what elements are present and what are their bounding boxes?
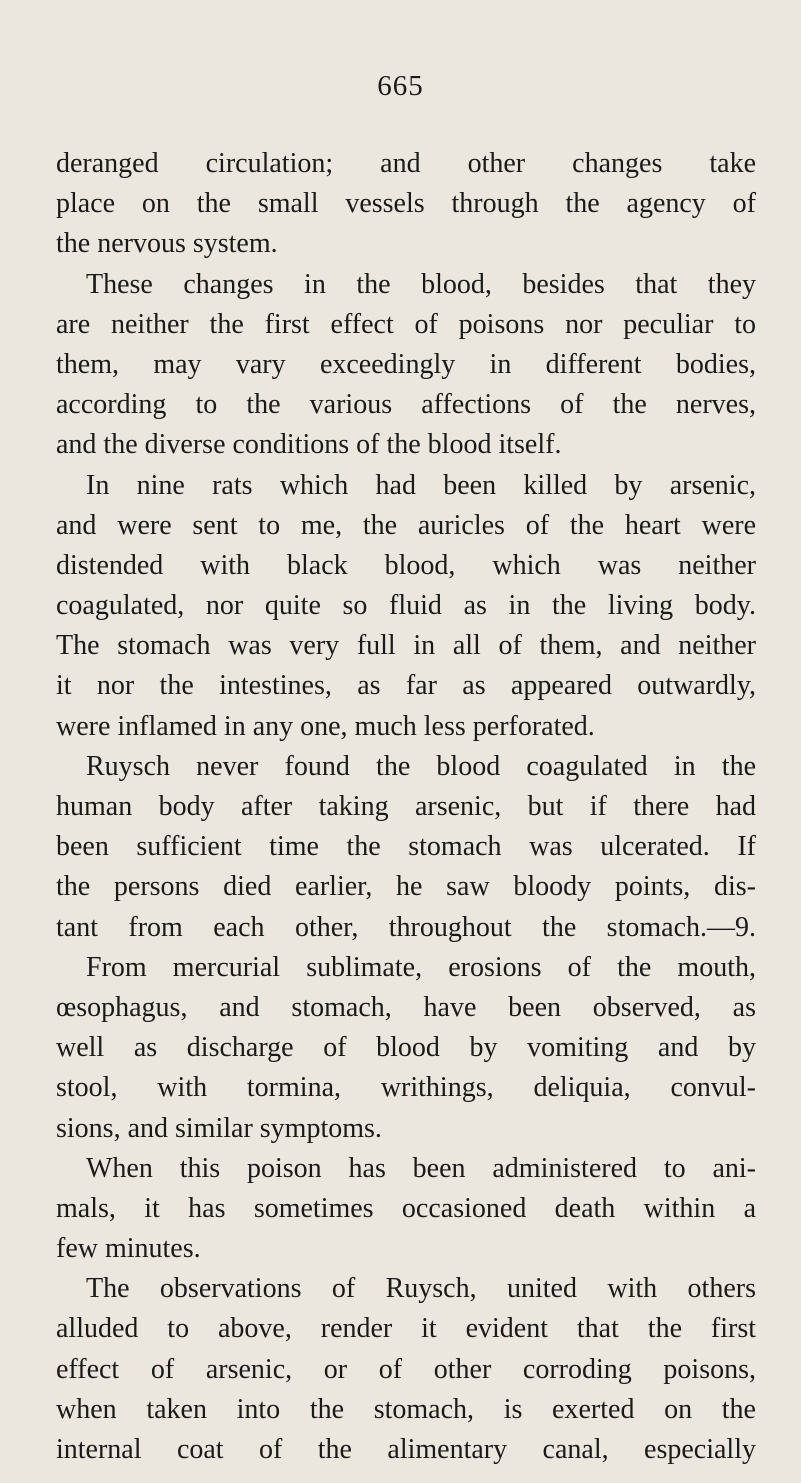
text-line: were inflamed in any one, much less perforated. [56, 710, 595, 742]
body-text [56, 144, 756, 1470]
text-line: tant from each other, throughout the stomach.—9. [56, 911, 756, 943]
text-line: The observations of Ruysch, united with others [86, 1273, 756, 1305]
text-line: In nine rats which had been killed by arsenic, [86, 469, 756, 501]
text-line: effect of arsenic, or of other corroding poisons, [56, 1353, 756, 1385]
text-line: the persons died earlier, he saw bloody points, dis- [56, 871, 756, 903]
text-line: been sufficient time the stomach was ulcerated. If [56, 831, 756, 863]
text-line: From mercurial sublimate, erosions of the mouth, [86, 951, 756, 983]
text-line: place on the small vessels through the agency of [56, 188, 756, 220]
text-line: stool, with tormina, writhings, deliquia, convul- [56, 1072, 756, 1104]
text-line: Ruysch never found the blood coagulated in the [86, 750, 756, 782]
text-line: the nervous system. [56, 228, 278, 260]
text-line: These changes in the blood, besides that they [86, 268, 756, 300]
page-number: 665 [377, 70, 424, 102]
text-line: them, may vary exceedingly in different bodies, [56, 348, 756, 380]
text-line: and were sent to me, the auricles of the heart were [56, 509, 756, 541]
text-line: when taken into the stomach, is exerted on the [56, 1393, 756, 1425]
text-line: according to the various affections of the nerves, [56, 389, 756, 421]
text-line: alluded to above, render it evident that the first [56, 1313, 756, 1345]
text-line: human body after taking arsenic, but if there had [56, 791, 756, 822]
text-line: sions, and similar symptoms. [56, 1112, 382, 1144]
text-line: few minutes. [56, 1233, 201, 1265]
text-line: The stomach was very full in all of them, and neither [56, 630, 756, 662]
text-line: œsophagus, and stomach, have been observed, as [56, 991, 756, 1023]
text-line: distended with black blood, which was neither [56, 549, 756, 581]
text-line: it nor the intestines, as far as appeared outwardly, [56, 670, 756, 702]
text-line: and the diverse conditions of the blood itself. [56, 429, 562, 461]
text-line: are neither the first effect of poisons nor peculiar to [56, 308, 756, 340]
text-line: deranged circulation; and other changes take [56, 148, 756, 179]
text-line: well as discharge of blood by vomiting and by [56, 1032, 756, 1064]
text-line: When this poison has been administered to ani- [86, 1152, 756, 1184]
text-line: coagulated, nor quite so fluid as in the living body. [56, 590, 756, 622]
text-line: internal coat of the alimentary canal, especially [56, 1434, 756, 1465]
text-line: mals, it has sometimes occasioned death within a [56, 1192, 756, 1224]
